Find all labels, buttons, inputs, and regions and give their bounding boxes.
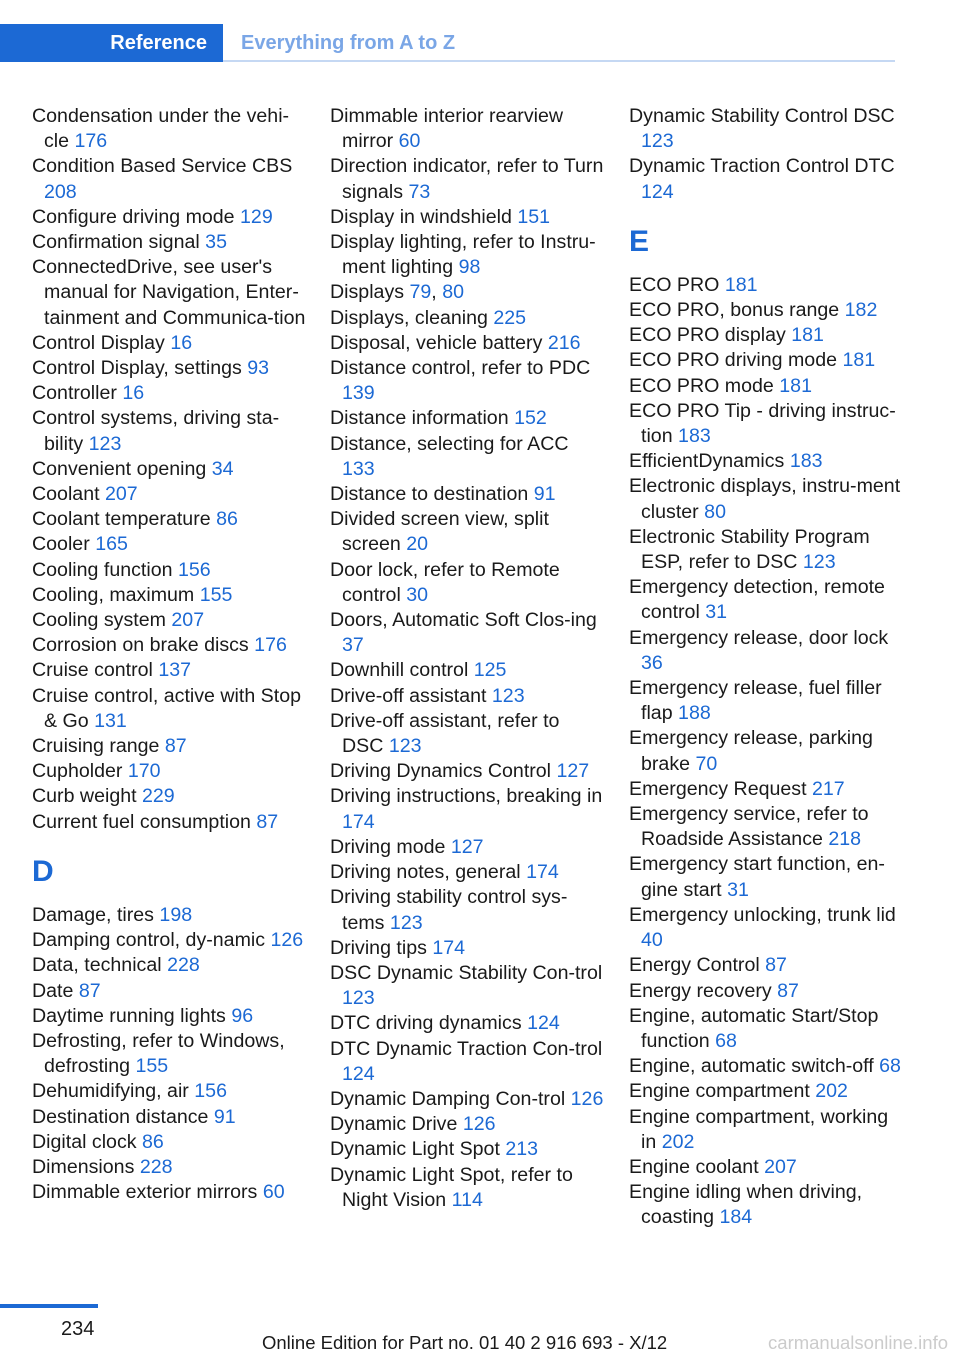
index-entry xyxy=(629,726,904,776)
index-entry-text: Drive-off assistant xyxy=(330,684,487,707)
index-entry-text: Emergency service, refer to Roadside Assistance xyxy=(629,803,869,851)
index-entry-text: Driving notes, general xyxy=(330,861,521,884)
section-title: Everything from A to Z xyxy=(241,31,456,54)
index-entry xyxy=(629,298,904,323)
index-entry-text: Cruise control, active with Stop & Go xyxy=(32,684,301,732)
index-entry xyxy=(32,356,307,381)
index-entry-text: Condition Based Service CBS xyxy=(32,155,293,178)
page-link[interactable]: 133 xyxy=(342,457,375,480)
index-entry-text: Drive-off assistant, refer to DSC xyxy=(330,709,560,758)
index-entry xyxy=(629,525,904,575)
page-link[interactable]: 123 xyxy=(342,987,375,1010)
page-link[interactable]: 176 xyxy=(254,634,287,657)
page-link[interactable]: 181 xyxy=(779,374,812,397)
index-entry xyxy=(330,280,605,305)
index-entry-text: Direction indicator, refer to Turn signals xyxy=(330,155,604,203)
index-entry-text: Convenient opening xyxy=(32,457,207,480)
index-entry xyxy=(629,1079,904,1104)
index-entry-text: Dimmable interior rearview mirror xyxy=(330,105,564,153)
index-entry-text: Engine, automatic Start/Stop function xyxy=(629,1004,879,1052)
page-link[interactable]: 114 xyxy=(451,1188,483,1211)
index-entry xyxy=(629,777,904,802)
index-entry xyxy=(32,903,307,928)
index-entry xyxy=(330,835,605,860)
index-entry-text: ECO PRO driving mode xyxy=(629,349,837,372)
index-entry xyxy=(330,507,605,557)
page-link[interactable]: 181 xyxy=(791,324,824,347)
index-entry-text: DSC Dynamic Stability Con-trol xyxy=(330,961,603,984)
header-divider xyxy=(223,60,895,62)
index-letter-heading: E xyxy=(629,224,650,258)
index-entry-text: Destination distance xyxy=(32,1105,209,1128)
page-link[interactable]: 60 xyxy=(262,1181,285,1204)
page-link[interactable]: 31 xyxy=(705,601,728,624)
index-entry-text: Emergency release, door lock xyxy=(629,626,889,649)
index-entry xyxy=(32,406,307,456)
index-entry xyxy=(330,1037,605,1087)
index-entry xyxy=(330,432,605,482)
index-entry-text: Dimmable exterior mirrors xyxy=(32,1181,258,1204)
index-entry xyxy=(32,1180,307,1205)
page-link[interactable]: 87 xyxy=(765,954,787,977)
index-entry xyxy=(32,1079,307,1104)
index-entry xyxy=(629,852,904,902)
index-entry xyxy=(330,356,605,406)
page-link[interactable]: 228 xyxy=(139,1155,173,1178)
index-entry-text: Energy recovery xyxy=(629,979,772,1002)
index-entry xyxy=(32,633,307,658)
index-entry xyxy=(629,154,904,204)
index-entry xyxy=(32,381,307,406)
index-entry-text: Damping control, dy-namic xyxy=(32,929,266,952)
index-entry-text: EfficientDynamics xyxy=(629,450,785,473)
index-entry xyxy=(32,684,307,734)
page-header xyxy=(0,24,895,62)
index-entry xyxy=(330,230,605,280)
index-entry-text: Cruising range xyxy=(32,735,160,758)
page-link[interactable]: 93 xyxy=(247,357,270,380)
index-entry-text: ConnectedDrive, see user's manual for Navigation, Enter-tainment and Communica-tion xyxy=(32,256,306,329)
index-entry-text: ECO PRO mode xyxy=(629,374,774,397)
index-entry xyxy=(629,474,904,524)
index-entry xyxy=(32,1004,307,1029)
index-entry xyxy=(330,961,605,1011)
index-entry-text: Dynamic Stability Control DSC xyxy=(629,105,895,127)
page-link[interactable]: 91 xyxy=(213,1105,236,1128)
index-entry xyxy=(330,709,605,759)
index-entry-text: Condensation under the vehi-cle xyxy=(32,105,290,153)
index-entry xyxy=(330,104,605,154)
index-entry xyxy=(330,331,605,356)
index-entry xyxy=(629,323,904,348)
index-entry-text: Dynamic Light Spot, refer to Night Vision xyxy=(330,1163,573,1211)
index-entry xyxy=(32,953,307,978)
page-link[interactable]: 60 xyxy=(398,130,421,153)
page-link[interactable]: 131 xyxy=(94,709,127,732)
page-link[interactable]: 68 xyxy=(879,1055,901,1078)
index-entry-text: ECO PRO xyxy=(629,273,720,296)
index-column-2 xyxy=(330,104,605,1213)
index-entry-text: Controller xyxy=(32,382,117,405)
page-link[interactable]: 151 xyxy=(517,205,551,228)
index-entry-text: Emergency start function, en-gine start xyxy=(629,853,885,901)
index-entry-text: Control systems, driving sta-bility xyxy=(32,407,280,455)
index-entry xyxy=(330,885,605,935)
index-entry xyxy=(629,1054,904,1079)
page-link[interactable]: 183 xyxy=(678,425,711,448)
index-column-3 xyxy=(629,104,904,1231)
page-link[interactable]: 34 xyxy=(211,457,234,480)
index-entry-text: Driving tips xyxy=(330,936,427,959)
page-link[interactable]: 37 xyxy=(342,634,364,657)
index-entry xyxy=(32,104,307,154)
index-entry xyxy=(32,482,307,507)
index-entry xyxy=(330,205,605,230)
index-entry-text: Coolant xyxy=(32,483,100,506)
index-entry xyxy=(330,482,605,507)
page-link[interactable]: 183 xyxy=(789,450,823,473)
index-entry-text: Energy Control xyxy=(629,954,760,977)
page-link[interactable]: 73 xyxy=(408,180,431,203)
index-entry-text: Current fuel consumption xyxy=(32,810,251,833)
index-entry xyxy=(32,928,307,953)
index-entry-text: Distance to destination xyxy=(330,483,529,506)
index-entry xyxy=(32,658,307,683)
page-link[interactable]: 91 xyxy=(533,483,556,506)
index-entry-text: Engine coolant xyxy=(629,1155,759,1178)
page-link[interactable]: 225 xyxy=(493,306,527,329)
index-entry-text: Confirmation signal xyxy=(32,231,200,254)
page-link[interactable]: 127 xyxy=(450,835,484,858)
index-entry xyxy=(32,1130,307,1155)
page-link[interactable]: 139 xyxy=(342,382,375,405)
index-entry-text: Configure driving mode xyxy=(32,205,235,228)
index-entry xyxy=(330,759,605,784)
index-entry-text: Engine idling when driving, coasting xyxy=(629,1181,863,1229)
index-entry xyxy=(330,658,605,683)
index-entry-text: Disposal, vehicle battery xyxy=(330,331,543,354)
index-entry-text: Emergency release, fuel filler flap xyxy=(629,677,882,725)
index-entry-text: Dimensions xyxy=(32,1155,135,1178)
index-entry-text: DTC Dynamic Traction Con-trol xyxy=(330,1037,603,1060)
page-link[interactable]: 213 xyxy=(505,1138,539,1161)
page-link[interactable]: 184 xyxy=(719,1206,753,1229)
page-link[interactable]: 152 xyxy=(514,407,547,430)
page-link[interactable]: 16 xyxy=(170,331,193,354)
index-entry-text: Cooling function xyxy=(32,558,173,581)
page-link[interactable]: 80 xyxy=(704,500,726,523)
index-entry-text: Dynamic Light Spot xyxy=(330,1138,500,1161)
page-link[interactable]: 96 xyxy=(231,1004,254,1027)
page-link[interactable]: 86 xyxy=(142,1130,164,1153)
footer-accent-bar xyxy=(0,1304,98,1308)
page-link[interactable]: 31 xyxy=(727,878,749,901)
index-entry-text: Coolant temperature xyxy=(32,508,211,531)
index-entry-text: Digital clock xyxy=(32,1130,137,1153)
page-link[interactable]: 126 xyxy=(462,1113,496,1136)
page-link[interactable]: 218 xyxy=(828,828,862,851)
index-entry xyxy=(32,583,307,608)
index-entry xyxy=(629,449,904,474)
page-link[interactable]: 127 xyxy=(556,760,590,783)
page-link[interactable]: 123 xyxy=(802,551,836,574)
page-link[interactable]: 188 xyxy=(678,702,711,725)
index-entry-text: Cupholder xyxy=(32,760,123,783)
page-separator: , xyxy=(431,281,437,304)
index-entry-text: Displays, cleaning xyxy=(330,306,488,329)
index-entry-text: Damage, tires xyxy=(32,903,154,926)
page-link[interactable]: 16 xyxy=(122,382,145,405)
page-link[interactable]: 86 xyxy=(216,508,238,531)
index-entry-text: Electronic displays, instru-ment cluster xyxy=(629,475,901,523)
index-entry xyxy=(32,154,307,204)
index-entry xyxy=(629,273,904,298)
page-link[interactable]: 68 xyxy=(715,1029,737,1052)
index-entry-text: Driving Dynamics Control xyxy=(330,760,552,783)
index-entry xyxy=(32,979,307,1004)
page-link[interactable]: 155 xyxy=(199,583,233,606)
index-letter-heading: D xyxy=(32,854,54,888)
index-entry-text: Downhill control xyxy=(330,659,469,682)
page-link[interactable]: 40 xyxy=(641,929,663,952)
index-entry-text: Emergency Request xyxy=(629,777,807,800)
index-entry-text: ECO PRO Tip - driving instruc-tion xyxy=(629,399,896,448)
page-link[interactable]: 216 xyxy=(547,331,581,354)
index-entry xyxy=(32,1029,307,1079)
page-link[interactable]: 70 xyxy=(695,752,718,775)
index-entry-text: Emergency unlocking, trunk lid xyxy=(629,903,896,926)
index-entry xyxy=(330,608,605,658)
page-link[interactable]: 202 xyxy=(815,1080,848,1103)
page-link[interactable]: 182 xyxy=(844,299,878,322)
page-link[interactable]: 207 xyxy=(764,1155,797,1178)
index-entry-text: Driving stability control sys-tems xyxy=(330,886,568,934)
page-link[interactable]: 36 xyxy=(641,651,663,674)
page-link[interactable]: 87 xyxy=(164,735,187,758)
index-entry-text: ECO PRO display xyxy=(629,324,786,347)
index-entry xyxy=(32,1155,307,1180)
edition-note: Online Edition for Part no. 01 40 2 916 693 - X/12 xyxy=(262,1332,668,1353)
index-entry-text: Cooler xyxy=(32,533,90,556)
page-link[interactable]: 35 xyxy=(205,231,227,254)
index-entry xyxy=(32,507,307,532)
index-entry xyxy=(629,1180,904,1230)
index-entry xyxy=(330,1011,605,1036)
index-entry-text: Display in windshield xyxy=(330,205,512,228)
index-entry-text: Distance information xyxy=(330,407,509,430)
index-entry xyxy=(330,154,605,204)
index-entry xyxy=(32,608,307,633)
page-link[interactable]: 87 xyxy=(78,979,101,1002)
index-entry-text: Dynamic Damping Con-trol xyxy=(330,1087,566,1110)
index-entry xyxy=(32,331,307,356)
index-entry-text: Engine compartment, working in xyxy=(629,1105,889,1153)
page-link[interactable]: 181 xyxy=(724,273,758,296)
index-entry xyxy=(629,979,904,1004)
page-link[interactable]: 30 xyxy=(406,583,429,606)
index-entry xyxy=(32,810,307,835)
index-entry-text: Curb weight xyxy=(32,785,137,808)
page-link[interactable]: 155 xyxy=(135,1055,169,1078)
index-entry-text: Defrosting, refer to Windows, defrosting xyxy=(32,1029,285,1078)
index-entry-text: Dynamic Drive xyxy=(330,1113,458,1136)
index-entry xyxy=(32,255,307,331)
page-link[interactable]: 156 xyxy=(177,558,211,581)
page-link[interactable]: 123 xyxy=(491,684,525,707)
page-link[interactable]: 80 xyxy=(442,281,464,304)
index-entry-text: Control Display xyxy=(32,331,165,354)
page-link[interactable]: 123 xyxy=(641,130,674,153)
page-link[interactable]: 137 xyxy=(158,659,192,682)
index-entry xyxy=(32,784,307,809)
index-entry xyxy=(629,348,904,373)
index-entry-text: ECO PRO, bonus range xyxy=(629,299,840,322)
index-entry xyxy=(629,1155,904,1180)
index-entry-text: Distance control, refer to PDC xyxy=(330,357,591,380)
page-link[interactable]: 79 xyxy=(409,281,432,304)
page-link[interactable]: 98 xyxy=(458,256,481,279)
index-entry xyxy=(629,399,904,449)
index-entry xyxy=(330,936,605,961)
page-link[interactable]: 123 xyxy=(88,432,122,455)
page-link[interactable]: 198 xyxy=(159,903,193,926)
index-entry xyxy=(629,104,904,154)
index-entry-text: Control Display, settings xyxy=(32,357,242,380)
index-entry xyxy=(32,457,307,482)
index-entry-text: Driving instructions, breaking in xyxy=(330,785,603,808)
page-link[interactable]: 170 xyxy=(127,760,161,783)
index-entry-text: Door lock, refer to Remote control xyxy=(330,558,560,606)
index-entry xyxy=(330,406,605,431)
index-entry xyxy=(330,684,605,709)
page-link[interactable]: 126 xyxy=(270,929,304,952)
section-tab-reference[interactable]: Reference xyxy=(0,24,223,62)
index-entry-text: DTC driving dynamics xyxy=(330,1012,522,1035)
page-link[interactable]: 125 xyxy=(473,659,507,682)
index-entry xyxy=(330,1087,605,1112)
page-link[interactable]: 87 xyxy=(256,810,279,833)
index-entry xyxy=(629,1004,904,1054)
index-entry xyxy=(330,860,605,885)
index-entry-text: Displays xyxy=(330,281,405,304)
index-entry-text: Date xyxy=(32,979,74,1002)
index-entry xyxy=(629,626,904,676)
page-link[interactable]: 129 xyxy=(240,205,273,228)
index-entry-text: Electronic Stability Program ESP, refer to DSC xyxy=(629,525,870,574)
page-link[interactable]: 217 xyxy=(811,777,845,800)
index-entry xyxy=(330,1112,605,1137)
index-entry-text: Distance, selecting for ACC xyxy=(330,432,569,455)
page-link[interactable]: 123 xyxy=(388,735,422,758)
index-entry-text: Display lighting, refer to Instru-ment lighting xyxy=(330,231,596,279)
page-link[interactable]: 208 xyxy=(44,180,77,203)
index-entry-text: Corrosion on brake discs xyxy=(32,634,249,657)
index-entry-text: Divided screen view, split screen xyxy=(330,508,549,556)
index-entry-text: Emergency release, parking brake xyxy=(629,727,873,775)
index-entry xyxy=(32,230,307,255)
index-entry xyxy=(330,306,605,331)
index-entry xyxy=(32,205,307,230)
index-entry xyxy=(32,532,307,557)
index-entry-text: Engine compartment xyxy=(629,1080,810,1103)
page-link[interactable]: 124 xyxy=(641,180,674,203)
index-entry-text: Cooling, maximum xyxy=(32,583,195,606)
page-link[interactable]: 123 xyxy=(389,911,423,934)
index-entry xyxy=(330,1137,605,1162)
page-link[interactable]: 176 xyxy=(74,130,108,153)
page-link[interactable]: 228 xyxy=(167,954,200,977)
page-link[interactable]: 87 xyxy=(777,979,799,1002)
page-link[interactable]: 156 xyxy=(194,1080,227,1103)
page-link[interactable]: 202 xyxy=(661,1130,695,1153)
index-entry-text: Engine, automatic switch-off xyxy=(629,1055,874,1078)
page-link[interactable]: 165 xyxy=(95,533,128,556)
index-entry xyxy=(330,1163,605,1213)
index-entry xyxy=(629,953,904,978)
page-link[interactable]: 181 xyxy=(842,349,876,372)
index-entry-text: Emergency detection, remote control xyxy=(629,576,885,624)
page-number: 234 xyxy=(61,1318,95,1340)
index-entry-text: Cooling system xyxy=(32,609,166,632)
index-entry-text: Driving mode xyxy=(330,835,446,858)
page-link[interactable]: 174 xyxy=(526,861,559,884)
index-column-1 xyxy=(32,104,307,1205)
index-entry-text: Dynamic Traction Control DTC xyxy=(629,155,895,178)
page-link[interactable]: 207 xyxy=(171,609,205,632)
index-entry xyxy=(32,734,307,759)
page-link[interactable]: 20 xyxy=(406,533,429,556)
page-link[interactable]: 124 xyxy=(527,1012,560,1035)
index-entry-text: Daytime running lights xyxy=(32,1004,226,1027)
page-link[interactable]: 174 xyxy=(342,810,375,833)
index-entry xyxy=(32,558,307,583)
page-link[interactable]: 126 xyxy=(570,1087,604,1110)
page-link[interactable]: 207 xyxy=(105,483,138,506)
page-link[interactable]: 124 xyxy=(342,1062,375,1085)
page-link[interactable]: 229 xyxy=(142,785,175,808)
index-entry xyxy=(629,676,904,726)
watermark: carmanualsonline.info xyxy=(768,1332,948,1353)
index-entry xyxy=(629,1105,904,1155)
index-entry xyxy=(629,903,904,953)
index-entry xyxy=(32,1105,307,1130)
index-entry xyxy=(629,575,904,625)
index-entry xyxy=(330,784,605,834)
index-entry xyxy=(330,558,605,608)
index-entry-text: Cruise control xyxy=(32,659,153,682)
index-entry xyxy=(629,374,904,399)
index-entry-text: Dehumidifying, air xyxy=(32,1080,189,1103)
page-link[interactable]: 174 xyxy=(432,936,466,959)
index-entry xyxy=(629,802,904,852)
index-entry-text: Doors, Automatic Soft Clos-ing xyxy=(330,609,597,632)
index-entry-text: Data, technical xyxy=(32,954,162,977)
index-entry xyxy=(32,759,307,784)
